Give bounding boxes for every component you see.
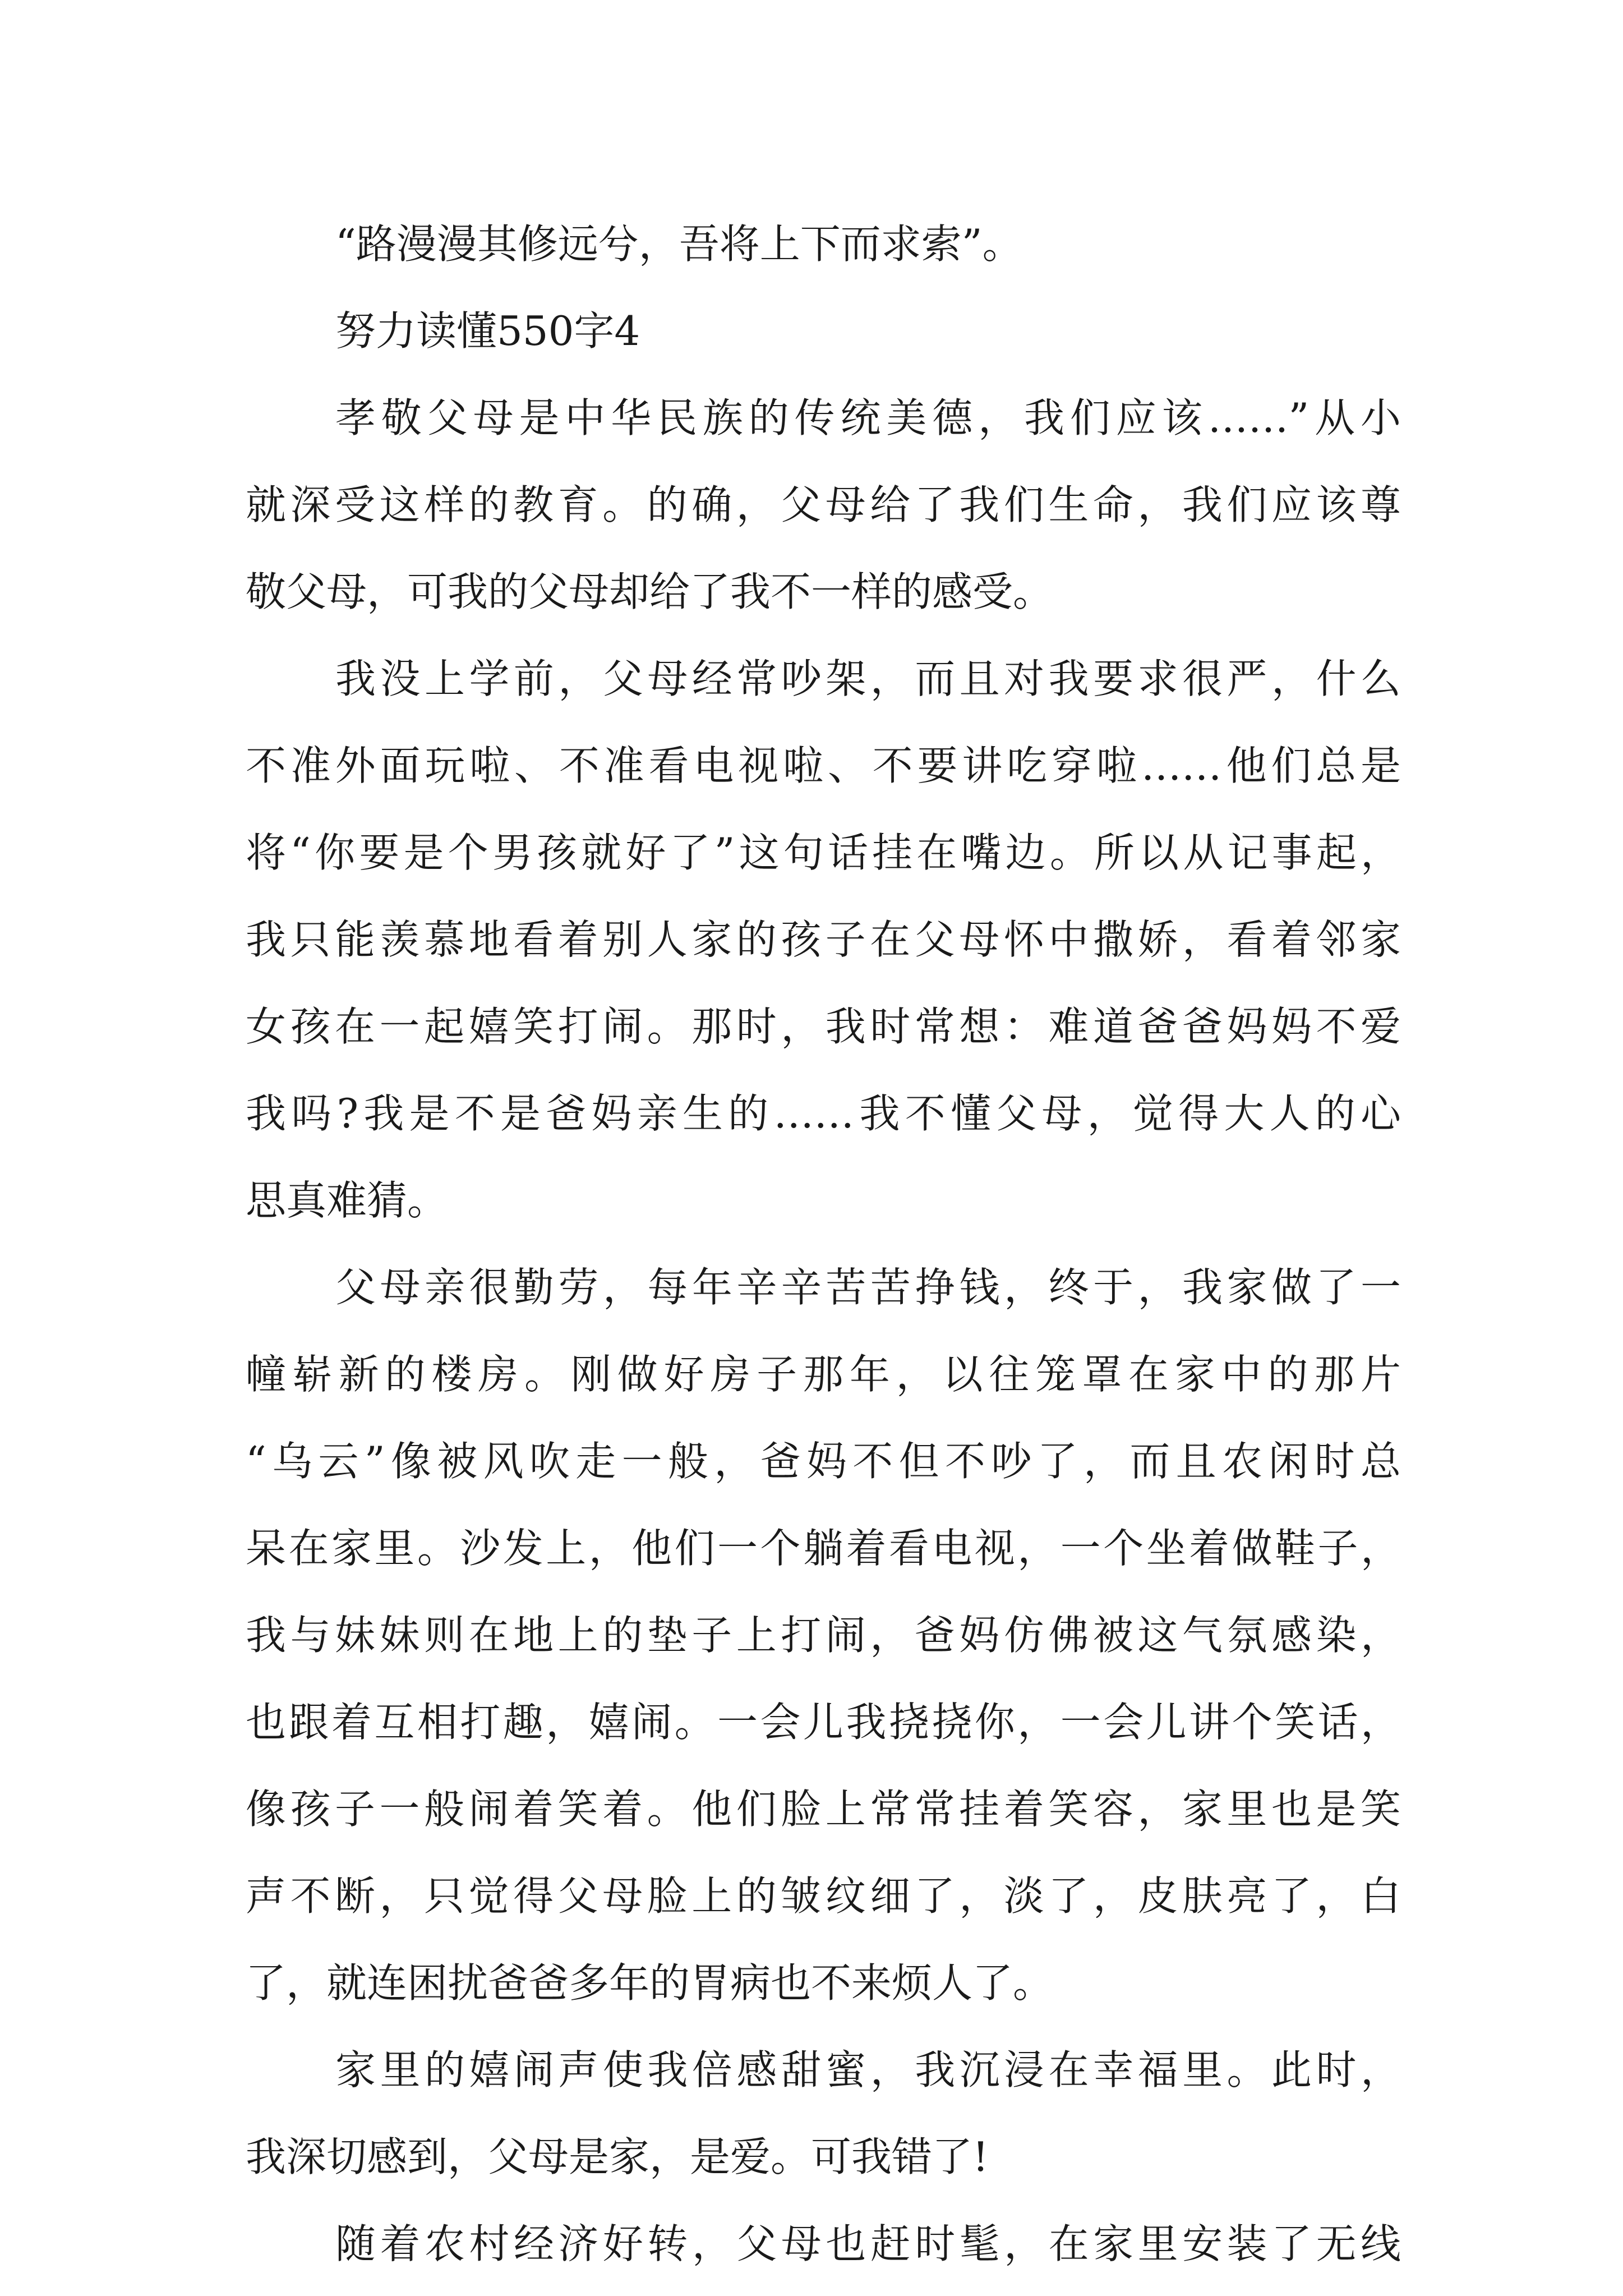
text-line: 我深切感到，父母是家，是爱。可我错了!	[246, 2133, 989, 2180]
text-line: 像孩子一般闹着笑着。他们脸上常常挂着笑容，家里也是笑	[246, 1786, 1401, 1833]
text-line: 孝敬父母是中华民族的传统美德，我们应该……”从小	[335, 394, 1401, 441]
text-line: 思真难猜。	[246, 1177, 448, 1224]
text-line: “乌云”像被风吹走一般，爸妈不但不吵了，而且农闲时总	[246, 1438, 1401, 1485]
text-line: 我吗?我是不是爸妈亲生的……我不懂父母，觉得大人的心	[246, 1090, 1401, 1137]
text-line: 声不断，只觉得父母脸上的皱纹细了，淡了，皮肤亮了，白	[246, 1872, 1401, 1920]
text-line: 不准外面玩啦、不准看电视啦、不要讲吃穿啦……他们总是	[246, 742, 1401, 789]
text-line: 幢崭新的楼房。刚做好房子那年，以往笼罩在家中的那片	[246, 1351, 1401, 1398]
section-heading: 努力读懂550字4	[335, 307, 640, 355]
text-line: 敬父母，可我的父母却给了我不一样的感受。	[246, 568, 1054, 615]
text-line: 我与妹妹则在地上的垫子上打闹，爸妈仿佛被这气氛感染，	[246, 1612, 1401, 1659]
text-line: 女孩在一起嬉笑打闹。那时，我时常想：难道爸爸妈妈不爱	[246, 1003, 1401, 1050]
text-line: 也跟着互相打趣，嬉闹。一会儿我挠挠你，一会儿讲个笑话，	[246, 1699, 1401, 1746]
text-line: 父母亲很勤劳，每年辛辛苦苦挣钱，终于，我家做了一	[335, 1264, 1401, 1311]
text-line: 我没上学前，父母经常吵架，而且对我要求很严，什么	[335, 655, 1401, 702]
text-line: 将“你要是个男孩就好了”这句话挂在嘴边。所以从记事起，	[246, 829, 1401, 876]
text-line: 呆在家里。沙发上，他们一个躺着看电视，一个坐着做鞋子，	[246, 1525, 1401, 1572]
text-line: 就深受这样的教育。的确，父母给了我们生命，我们应该尊	[246, 481, 1401, 528]
text-line: 了，就连困扰爸爸多年的胃病也不来烦人了。	[246, 1959, 1054, 2007]
text-line: 家里的嬉闹声使我倍感甜蜜，我沉浸在幸福里。此时，	[335, 2046, 1401, 2093]
text-line: 随着农村经济好转，父母也赶时髦，在家里安装了无线	[335, 2220, 1401, 2267]
text-line: 我只能羡慕地看着别人家的孩子在父母怀中撒娇，看着邻家	[246, 916, 1401, 963]
text-line: “路漫漫其修远兮，吾将上下而求索”。	[335, 220, 1023, 268]
